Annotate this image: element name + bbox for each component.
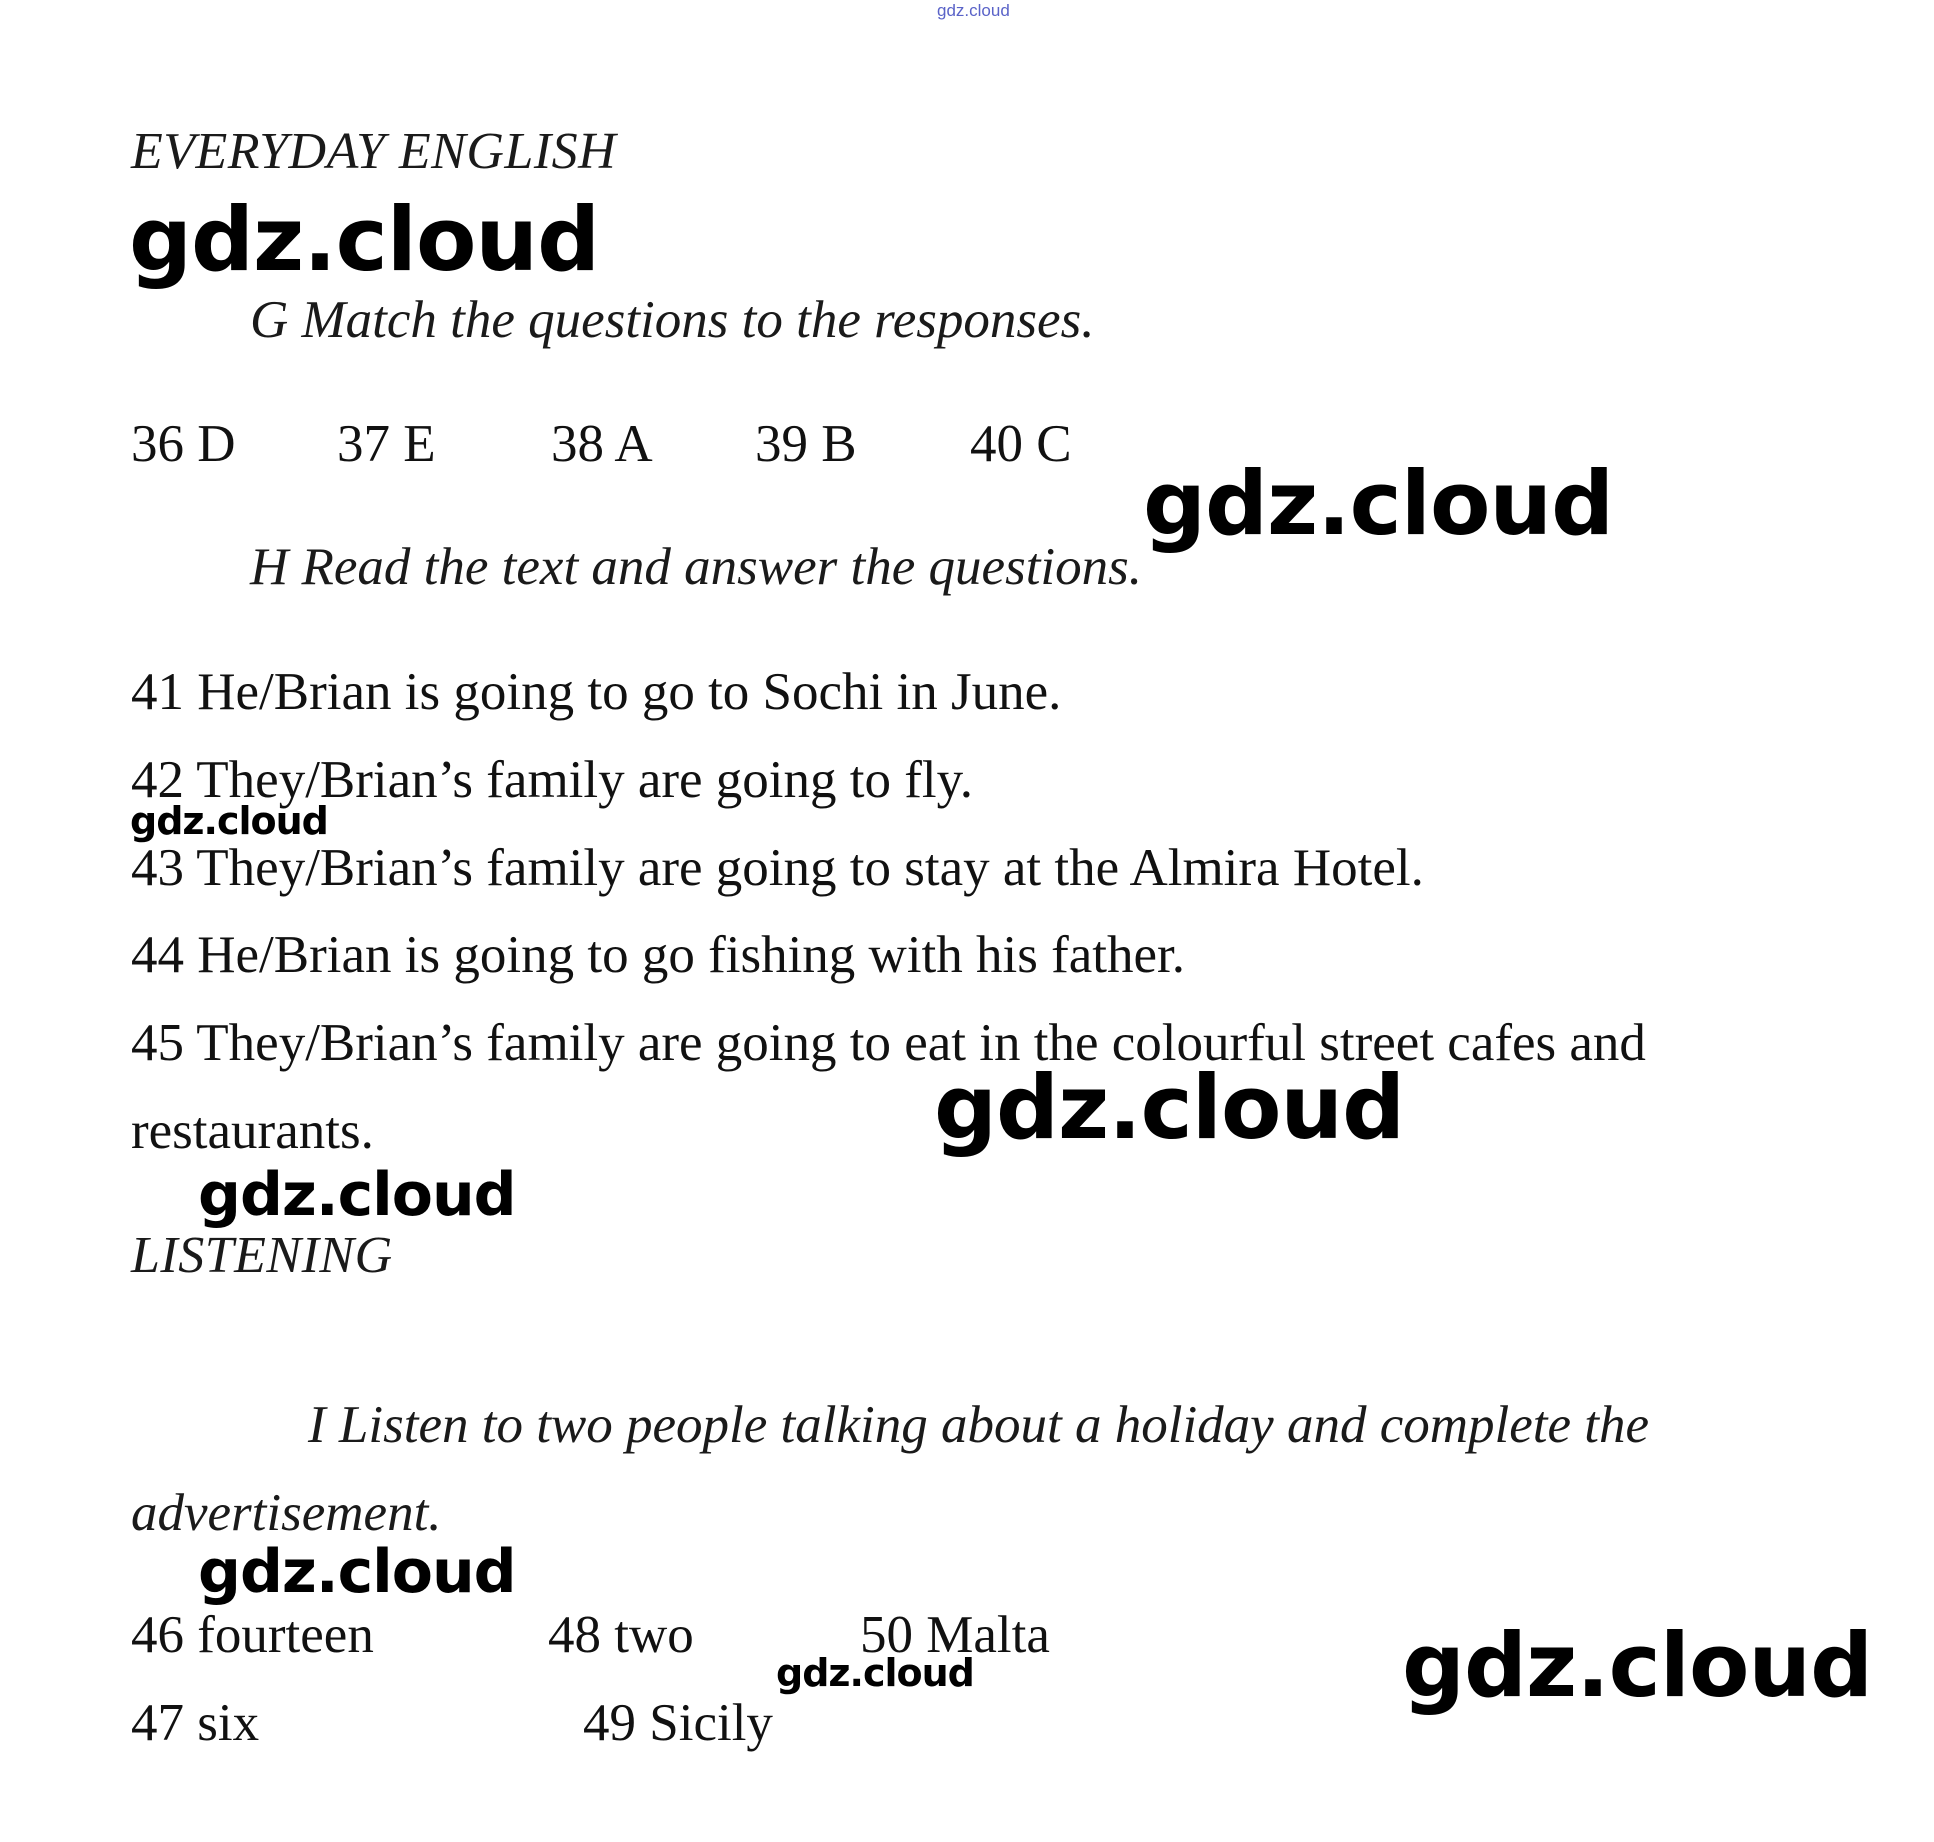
answer-49: 49 Sicily	[583, 1694, 773, 1752]
watermark: gdz.cloud	[1143, 452, 1614, 555]
watermark: gdz.cloud	[198, 1160, 516, 1230]
watermark: gdz.cloud	[130, 799, 328, 843]
answer-37: 37 E	[337, 415, 436, 473]
answer-42: 42 They/Brian’s family are going to fly.	[131, 751, 973, 809]
watermark: gdz.cloud	[1402, 1614, 1873, 1717]
watermark: gdz.cloud	[776, 1651, 974, 1695]
answer-44: 44 He/Brian is going to go fishing with his father.	[131, 926, 1186, 984]
instruction-i-line1: I Listen to two people talking about a holiday and complete the	[308, 1396, 1649, 1454]
watermark-top: gdz.cloud	[937, 1, 1010, 20]
answer-47: 47 six	[131, 1694, 260, 1752]
instruction-g: G Match the questions to the responses.	[250, 291, 1095, 349]
answer-38: 38 A	[551, 415, 653, 473]
answer-39: 39 B	[755, 415, 857, 473]
answer-50: 50 Malta	[860, 1606, 1050, 1664]
watermark: gdz.cloud	[198, 1537, 516, 1607]
section-title-everyday-english: EVERYDAY ENGLISH	[131, 123, 617, 180]
watermark: gdz.cloud	[129, 188, 600, 291]
answer-40: 40 C	[970, 415, 1072, 473]
instruction-h: H Read the text and answer the questions.	[250, 538, 1143, 596]
answer-48: 48 two	[548, 1606, 694, 1664]
watermark: gdz.cloud	[934, 1056, 1405, 1159]
answer-36: 36 D	[131, 415, 236, 473]
answer-45-continued: restaurants.	[131, 1102, 374, 1160]
answer-46: 46 fourteen	[131, 1606, 374, 1664]
answer-45: 45 They/Brian’s family are going to eat in the colourful street cafes and	[131, 1014, 1646, 1072]
answer-41: 41 He/Brian is going to go to Sochi in June.	[131, 663, 1062, 721]
section-title-listening: LISTENING	[131, 1227, 393, 1284]
answer-43: 43 They/Brian’s family are going to stay at the Almira Hotel.	[131, 839, 1424, 897]
instruction-i-line2: advertisement.	[131, 1484, 442, 1542]
